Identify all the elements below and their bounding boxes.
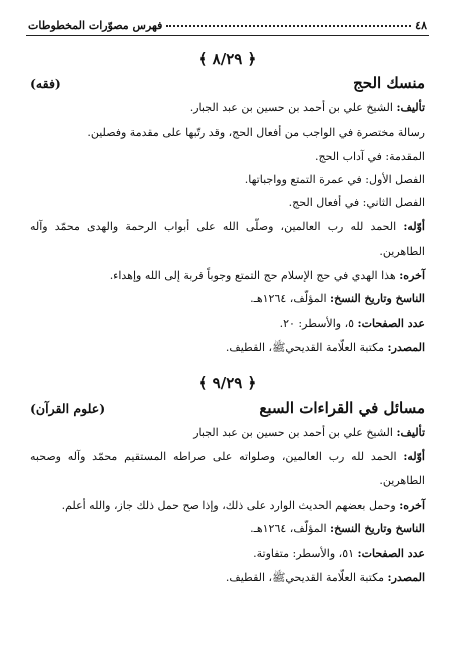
- copyist-label: الناسخ وتاريخ النسخ:: [330, 522, 425, 535]
- explicit-label: آخره:: [399, 499, 425, 512]
- source-value: مكتبة العلّامة القديحيﷺ، القطيف.: [225, 341, 385, 354]
- page-number: ٤٨: [415, 19, 427, 32]
- incipit-line: [30, 220, 425, 234]
- incipit-continuation: الطاهرين.: [379, 245, 425, 258]
- source-label: المصدر:: [387, 341, 425, 354]
- source-value: مكتبة العلّامة القديحيﷺ، القطيف.: [225, 571, 385, 584]
- explicit-line: [30, 269, 425, 283]
- header-rule: [26, 35, 429, 36]
- source-line: [30, 571, 425, 585]
- copyist-line: [30, 292, 425, 306]
- record-title: منسك الحج: [353, 74, 425, 92]
- page-header: [28, 12, 427, 32]
- author-line: [30, 426, 425, 440]
- pages-line: [30, 317, 425, 331]
- explicit-value: هذا الهدي في حج الإسلام حج التمتع وجوباً قربة إلى الله وإهداء.: [109, 269, 396, 282]
- section-line: الفصل الثاني: في أفعال الحج.: [288, 196, 425, 209]
- record-title: مسائل في القراءات السبع: [259, 399, 425, 417]
- copyist-value: المؤلّف، ١٢٦٤هـ.: [250, 292, 327, 305]
- incipit-continuation: الطاهرين.: [379, 474, 425, 487]
- incipit-value: الحمد لله رب العالمين، وصلواته على صراطه المستقيم محمّد وآله وصحبه: [30, 450, 397, 463]
- source-label: المصدر:: [387, 571, 425, 584]
- author-label: تأليف:: [396, 426, 425, 439]
- description-line: رسالة مختصرة في الواجب من أفعال الحج، وقد رتّبها على مقدمة وفصلين.: [87, 126, 425, 139]
- pages-value: ٥، والأسطر: ٢٠.: [279, 317, 355, 330]
- incipit-line: [30, 450, 425, 464]
- record-subject: (علوم القرآن): [30, 401, 106, 416]
- pages-label: عدد الصفحات:: [357, 317, 425, 330]
- header-dot-leader: [166, 25, 411, 27]
- author-line: [30, 101, 425, 115]
- copyist-value: المؤلّف، ١٢٦٤هـ.: [250, 522, 327, 535]
- author-value: الشيخ علي بن أحمد بن حسين بن عبد الجبار: [193, 426, 393, 439]
- pages-value: ٥١، والأسطر: متفاوتة.: [253, 547, 355, 560]
- section-line: الفصل الأول: في عمرة التمتع وواجباتها.: [244, 173, 425, 186]
- running-title: فهرس مصوّرات المخطوطات: [28, 19, 163, 32]
- record-number: ﴿ ٩/٢٩ ﴾: [198, 374, 257, 392]
- incipit-label: أوّله:: [403, 220, 425, 233]
- incipit-value: الحمد لله رب العالمين، وصلّى الله على أبواب الرحمة والهدى محمّد وآله: [30, 220, 397, 233]
- record-title-row: [30, 399, 425, 417]
- pages-line: [30, 547, 425, 561]
- explicit-value: وحمل بعضهم الحديث الوارد على ذلك، وإذا صح حمل ذلك جاز، والله أعلم.: [61, 499, 396, 512]
- source-line: [30, 341, 425, 355]
- explicit-line: [30, 499, 425, 513]
- author-value: الشيخ علي بن أحمد بن حسين بن عبد الجبار.: [189, 101, 393, 114]
- author-label: تأليف:: [396, 101, 425, 114]
- copyist-label: الناسخ وتاريخ النسخ:: [330, 292, 425, 305]
- explicit-label: آخره:: [399, 269, 425, 282]
- record-number: ﴿ ٨/٢٩ ﴾: [198, 50, 257, 68]
- incipit-label: أوّله:: [403, 450, 425, 463]
- record-title-row: [30, 74, 425, 92]
- pages-label: عدد الصفحات:: [357, 547, 425, 560]
- section-line: المقدمة: في آداب الحج.: [315, 150, 425, 163]
- record-subject: (فقه): [30, 76, 61, 91]
- copyist-line: [30, 522, 425, 536]
